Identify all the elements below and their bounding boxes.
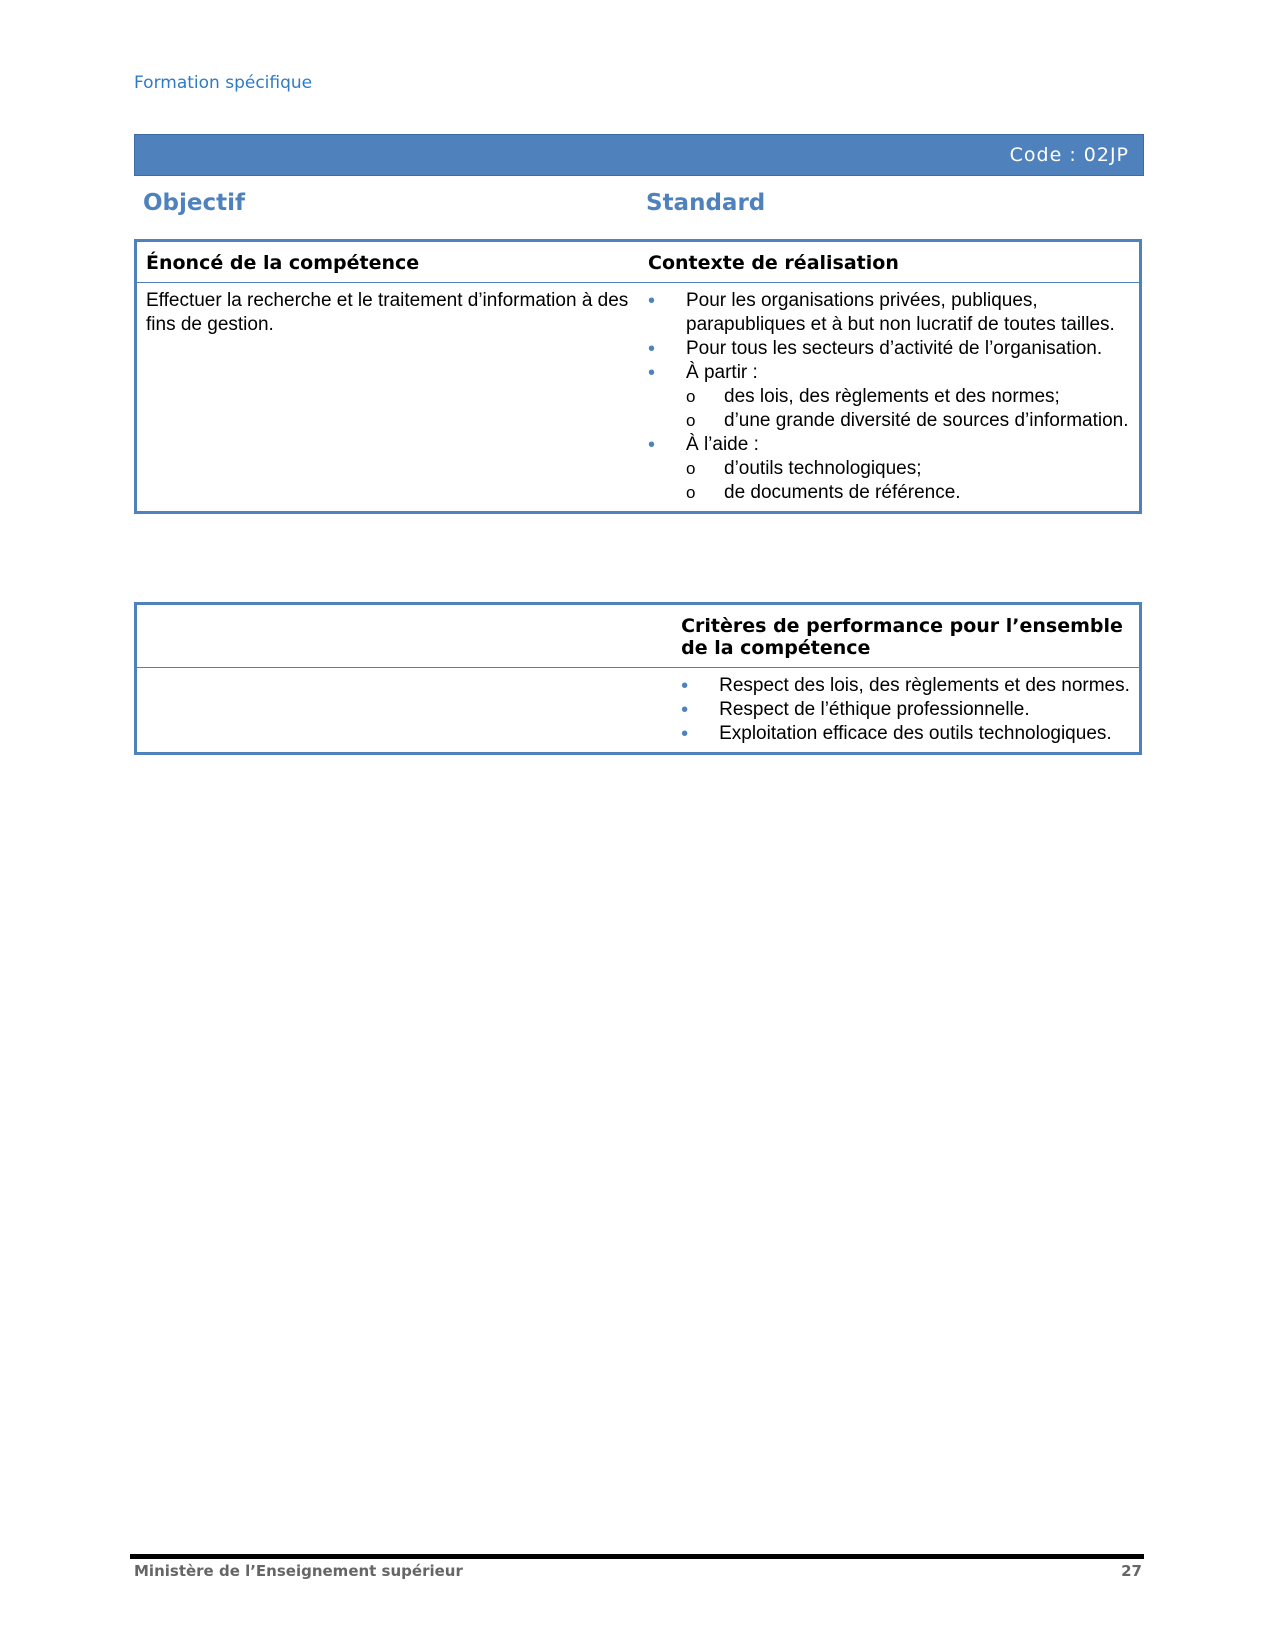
criteria-item: • Respect des lois, des règlements et des normes. xyxy=(681,674,1130,698)
statement-header: Énoncé de la compétence xyxy=(136,241,640,283)
context-item: o de documents de référence. xyxy=(648,481,1130,505)
criteria-item: • Exploitation efficace des outils technologiques. xyxy=(681,722,1130,746)
competence-statement: Effectuer la recherche et le traitement d’information à des fins de gestion. xyxy=(146,290,629,335)
code-bar xyxy=(134,134,1144,176)
context-item: • À l’aide : xyxy=(648,433,1130,457)
context-header: Contexte de réalisation xyxy=(639,241,1141,283)
course-code: Code : 02JP xyxy=(1009,144,1129,166)
context-item: • Pour les organisations privées, publiques, parapubliques et à but non lucratif de toutes tailles. xyxy=(648,289,1130,337)
criteria-header: Critères de performance pour l’ensemble de la compétence xyxy=(672,604,1140,668)
context-item: o d’outils technologiques; xyxy=(648,457,1130,481)
competence-table xyxy=(134,239,1142,514)
context-item: • Pour tous les secteurs d’activité de l’organisation. xyxy=(648,337,1130,361)
empty-cell xyxy=(136,668,673,754)
page-number: 27 xyxy=(1121,1562,1142,1580)
section-standard: Standard xyxy=(646,190,766,216)
footer-rule xyxy=(130,1554,1144,1559)
criteria-table xyxy=(134,602,1142,755)
criteria-item: • Respect de l’éthique professionnelle. xyxy=(681,698,1130,722)
context-item: • À partir : xyxy=(648,361,1130,385)
context-item: o des lois, des règlements et des normes; xyxy=(648,385,1130,409)
criteria-list xyxy=(681,674,1130,746)
section-objectif: Objectif xyxy=(143,190,246,216)
running-header: Formation spécifique xyxy=(134,73,313,93)
empty-header xyxy=(136,604,673,668)
context-list xyxy=(648,289,1130,505)
context-item: o d’une grande diversité de sources d’information. xyxy=(648,409,1130,433)
footer-publisher: Ministère de l’Enseignement supérieur xyxy=(134,1562,463,1580)
